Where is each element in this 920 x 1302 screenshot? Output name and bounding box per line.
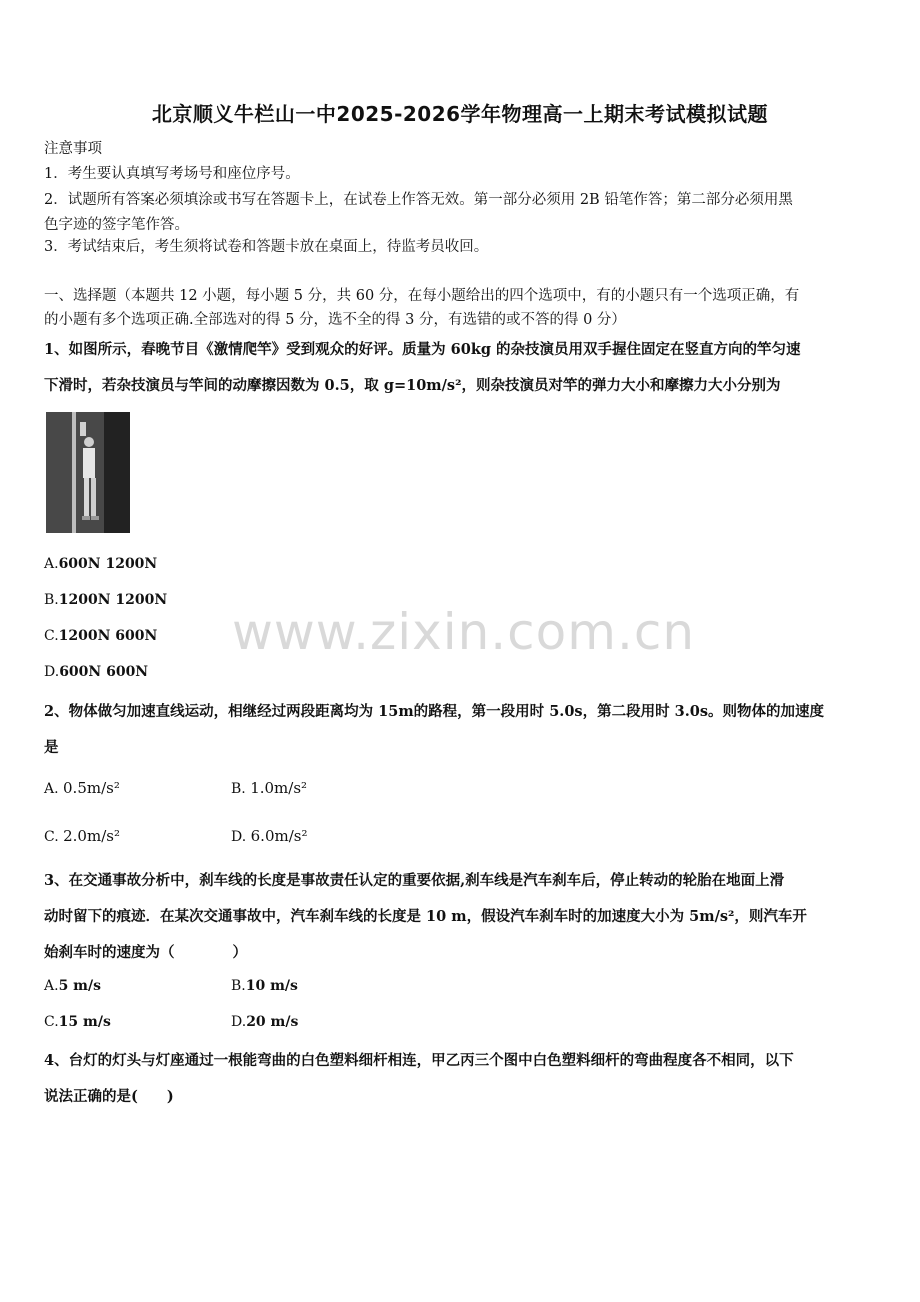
option-a: [44, 556, 157, 572]
option-key: C.: [44, 628, 59, 644]
option-value: 10 m/s: [245, 978, 298, 994]
option-value: 600N 1200N: [58, 556, 158, 572]
option-b: [44, 592, 167, 608]
option-d: [231, 827, 307, 845]
option-value: 20 m/s: [246, 1014, 299, 1030]
option-value: 6.0m/s²: [250, 827, 308, 845]
option-b: [231, 978, 298, 994]
option-key: C.: [44, 1014, 59, 1030]
question-2-text: 2、物体做匀加速直线运动，相继经过两段距离均为 15m的路程，第一段用时 5.0s，第二段用时 3.0s。则物体的加速度: [44, 703, 825, 720]
question-3-text-cont: 动时留下的痕迹．在某次交通事故中，汽车刹车线的长度是 10 m，假设汽车刹车时的加速度大小为 5m/s²，则汽车开: [44, 908, 807, 925]
option-a: [44, 779, 120, 797]
watermark: www.zixin.com.cn: [232, 603, 696, 661]
notice-item: 1．考生要认真填写考场号和座位序号。: [44, 166, 300, 182]
option-c: [44, 1014, 111, 1030]
option-value: 1.0m/s²: [250, 779, 308, 797]
option-value: 2.0m/s²: [63, 827, 120, 845]
option-key: D.: [231, 1014, 247, 1030]
option-key: B.: [231, 781, 246, 797]
option-a: [44, 978, 101, 994]
option-key: B.: [44, 592, 59, 608]
option-value: 600N 600N: [59, 664, 149, 680]
notice-heading: 注意事项: [44, 141, 102, 157]
section-heading: 一、选择题（本题共 12 小题，每小题 5 分，共 60 分，在每小题给出的四个选项中，有的小题只有一个选项正确，有: [44, 288, 800, 304]
option-key: A.: [44, 781, 59, 797]
question-2-text-cont: 是: [44, 739, 59, 756]
notice-item: 3．考试结束后，考生须将试卷和答题卡放在桌面上，待监考员收回。: [44, 239, 489, 255]
option-key: B.: [231, 978, 246, 994]
section-heading-cont: 的小题有多个选项正确.全部选对的得 5 分，选不全的得 3 分，有选错的或不答的得 0 分）: [44, 312, 626, 328]
question-4-text-cont: 说法正确的是( ): [44, 1088, 174, 1105]
page-title: 北京顺义牛栏山一中2025-2026学年物理高一上期末考试模拟试题: [151, 102, 769, 126]
question-4-text: 4、台灯的灯头与灯座通过一根能弯曲的白色塑料细杆相连，甲乙丙三个图中白色塑料细杆的弯曲程度各不相同，以下: [44, 1052, 794, 1069]
question-3-text-cont: 始刹车时的速度为（ ）: [44, 944, 247, 961]
option-d: [44, 664, 148, 680]
option-value: 0.5m/s²: [63, 779, 120, 797]
option-key: A.: [44, 556, 59, 572]
option-c: [44, 827, 120, 845]
option-key: D.: [231, 829, 247, 845]
option-d: [231, 1014, 298, 1030]
option-value: 1200N 600N: [58, 628, 158, 644]
option-c: [44, 628, 157, 644]
question-1-text: 1、如图所示，春晚节目《激情爬竿》受到观众的好评。质量为 60kg 的杂技演员用双手握住固定在竖直方向的竿匀速: [44, 341, 801, 358]
option-value: 15 m/s: [58, 1014, 111, 1030]
question-1-text-cont: 下滑时，若杂技演员与竿间的动摩擦因数为 0.5，取 g=10m/s²，则杂技演员对竿的弹力大小和摩擦力大小分别为: [44, 377, 781, 394]
option-key: D.: [44, 664, 60, 680]
question-3-text: 3、在交通事故分析中，刹车线的长度是事故责任认定的重要依据,刹车线是汽车刹车后，停止转动的轮胎在地面上滑: [44, 872, 785, 889]
option-b: [231, 779, 307, 797]
pole-climber-photo: [46, 412, 130, 533]
option-key: C.: [44, 829, 59, 845]
notice-item: 2．试题所有答案必须填涂或书写在答题卡上，在试卷上作答无效。第一部分必须用 2B 铅笔作答；第二部分必须用黑: [44, 192, 793, 208]
option-value: 1200N 1200N: [58, 592, 168, 608]
notice-item: 色字迹的签字笔作答。: [44, 217, 189, 233]
option-key: A.: [44, 978, 59, 994]
option-value: 5 m/s: [58, 978, 101, 994]
